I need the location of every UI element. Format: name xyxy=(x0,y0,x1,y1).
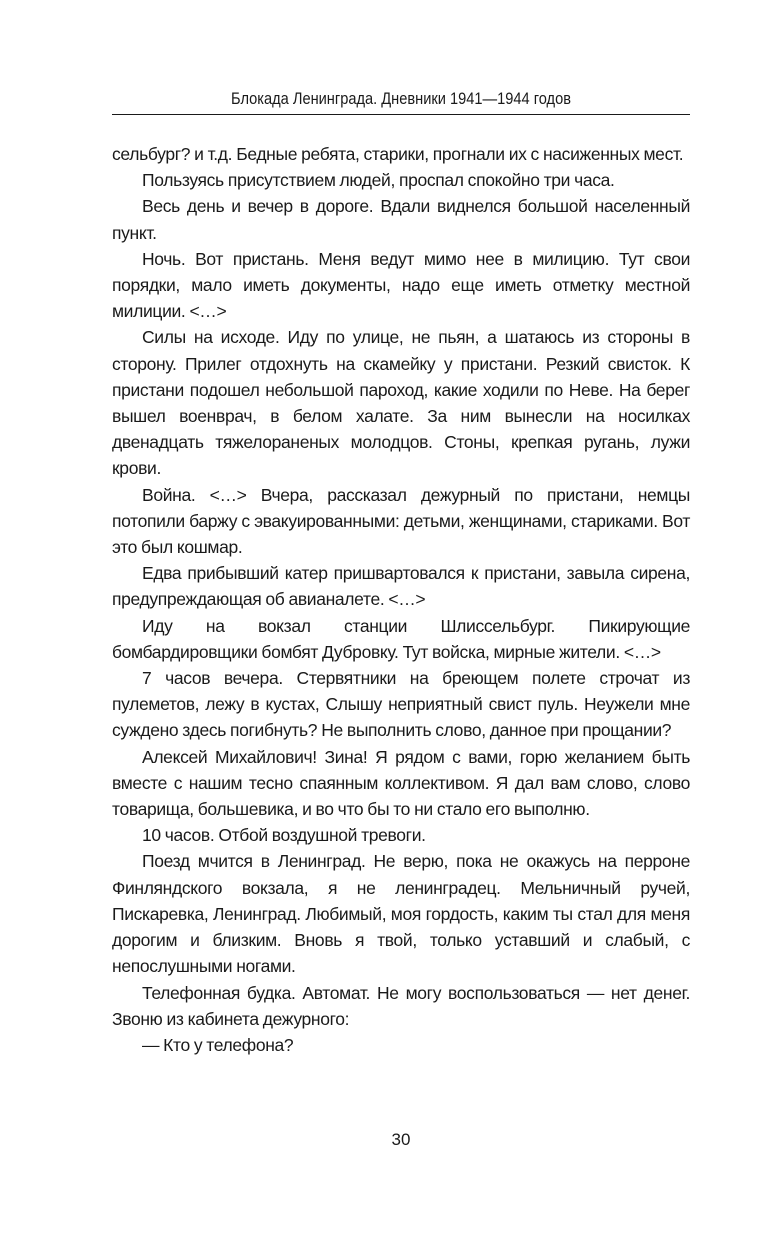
paragraph-continued: сельбург? и т.д. Бедные ребята, старики, прогнали их с насиженных мест. xyxy=(112,144,684,164)
paragraph: Поезд мчится в Ленинград. Не верю, пока не окажусь на перроне Финляндского вокзала, я не ленинградец. Мельничный ручей, Пискаревка, Ленинград. Любимый, моя гордость, каким ты стал для меня дорогим и близким. Вновь я твой, только уставший и слабый, с непослушными ногами. xyxy=(112,851,690,977)
paragraph: Война. <…> Вчера, рассказал дежурный по пристани, немцы потопили баржу с эвакуированными: детьми, женщинами, стариками. Вот это был кошмар. xyxy=(112,484,690,558)
dialogue-line: — Кто у телефона? xyxy=(142,1034,294,1055)
paragraph: 7 часов вечера. Стервятники на бреющем полете строчат из пулеметов, лежу в кустах, Слышу неприятный свист пуль. Неужели мне суждено здесь погибнуть? Не выполнить слово, данное при прощании? xyxy=(112,668,690,741)
paragraph: Весь день и вечер в дороге. Вдали виднелся большой населенный пункт. xyxy=(112,196,690,243)
paragraph: Едва прибывший катер пришвартовался к пристани, завыла сирена, предупреждающая об авианалете. <…> xyxy=(112,563,690,610)
paragraph: 10 часов. Отбой воздушной тревоги. xyxy=(142,825,426,846)
body-text xyxy=(112,141,690,1058)
paragraph: Пользуясь присутствием людей, проспал спокойно три часа. xyxy=(142,170,615,191)
paragraph: Телефонная будка. Автомат. Не могу воспользоваться — нет денег. Звоню из кабинета дежурного: xyxy=(112,982,690,1029)
header-rule xyxy=(112,114,690,115)
paragraph: Силы на исходе. Иду по улице, не пьян, а шатаюсь из стороны в сторону. Прилег отдохнуть на скамейку у пристани. Резкий свисток. К пристани подошел небольшой пароход, какие ходили по Неве. На берег вышел военврач, в белом халате. За ним вынесли на носилках двенадцать тяжелораненых молодцов. Стоны, крепкая ругань, лужи крови. xyxy=(112,327,690,479)
paragraph: Алексей Михайлович! Зина! Я рядом с вами, горю желанием быть вместе с нашим тесно спаянным коллективом. Я дал вам слово, слово товарища, большевика, и во что бы то ни стало его выполню. xyxy=(112,746,690,820)
running-head: Блокада Ленинграда. Дневники 1941—1944 годов xyxy=(231,89,571,108)
page-number: 30 xyxy=(391,1130,411,1149)
paragraph: Ночь. Вот пристань. Меня ведут мимо нее в милицию. Тут свои порядки, мало иметь документы, надо еще иметь отметку местной милиции. <…> xyxy=(112,248,690,322)
paragraph: Иду на вокзал станции Шлиссельбург. Пикирующие бомбардировщики бомбят Дубровку. Тут войска, мирные жители. <…> xyxy=(112,615,690,662)
